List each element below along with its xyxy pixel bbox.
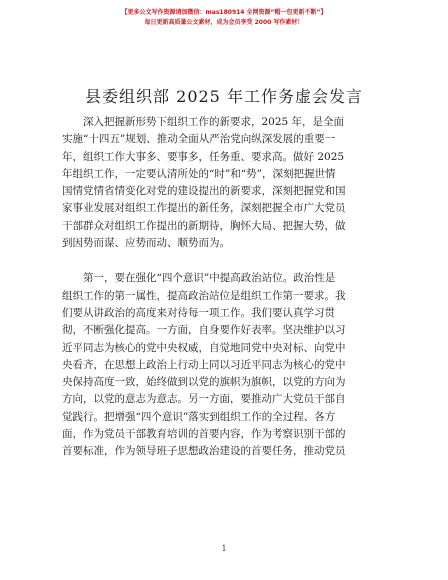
paragraph-line: 国情党情省情变化对党的建设提出的新要求，深刻把握党和国 [62, 185, 346, 198]
paragraph-line [62, 114, 388, 131]
paragraph-gap [62, 252, 388, 270]
paragraph-line: 家事业发展对组织工作提出的新任务，深刻把握全市广大党员 [62, 202, 346, 215]
paragraph-line: 年组织工作，一定要认清所处的“时”和“势”，深刻把握世情 [62, 167, 336, 180]
paragraph-line: 央看齐，在思想上政治上行动上同以习近平同志为核心的党中 [62, 358, 346, 371]
paragraph-2 [62, 270, 388, 460]
paragraph-1 [62, 114, 388, 252]
text-span: 深入把握新形势下组织工作的新要求，2025 年，是全面 [83, 116, 345, 128]
document-title: 县委组织部 2025 年工作务虚会发言 [85, 87, 363, 106]
paragraph-line: 第一，要在强化“四个意识”中提高政治站位。政治性是 [83, 272, 336, 285]
paragraph-line: 央保持高度一致，始终做到以党的旗帜为旗帜，以党的方向为 [62, 376, 346, 389]
paragraph-line: 实施“十四五”规划、推动全面从严治党向纵深发展的重要一 [62, 133, 336, 146]
paragraph-line: 到因势而谋、应势而动、顺势而为。 [62, 237, 230, 250]
promo-banner [40, 8, 408, 28]
paragraph-line: 面，作为党员干部教育培训的首要内容，作为考察识别干部的 [62, 428, 346, 441]
paragraph-line: 近平同志为核心的党中央权威，自觉地同党中央对标、向党中 [62, 341, 346, 354]
page-number: 1 [221, 544, 227, 553]
paragraph-line: 年，组织工作大事多、要事多，任务重、要求高。做好 2025 [62, 150, 345, 163]
promo-banner-line-2: 每日更新高质量公文素材，成为会员享受 2000 写作素材！ [144, 19, 304, 26]
promo-banner-line-1: 【更多公文写作资源请加微信：mas180914 全网资源“帽一包更新不断”】 [121, 9, 327, 16]
paragraph-line: 觉践行。把增强“四个意识”落实到组织工作的全过程、各方 [62, 410, 336, 423]
paragraph-line: 首要标准，作为领导班子思想政治建设的首要任务，推动党员 [62, 445, 346, 458]
paragraph-line: 彻，不断强化提高。一方面，自身要作好表率。坚决维护以习 [62, 324, 346, 337]
paragraph-line: 方向，以党的意志为意志。另一方面，要推动广大党员干部自 [62, 393, 346, 406]
paragraph-line: 组织工作的第一属性，提高政治站位是组织工作第一要求。我 [62, 289, 346, 302]
paragraph-line: 干部群众对组织工作提出的新期待，胸怀大局、把握大势，做 [62, 219, 346, 232]
document-body [62, 114, 388, 461]
paragraph-line: 们要从讲政治的高度来对待每一项工作。我们要认真学习贯 [62, 306, 335, 319]
